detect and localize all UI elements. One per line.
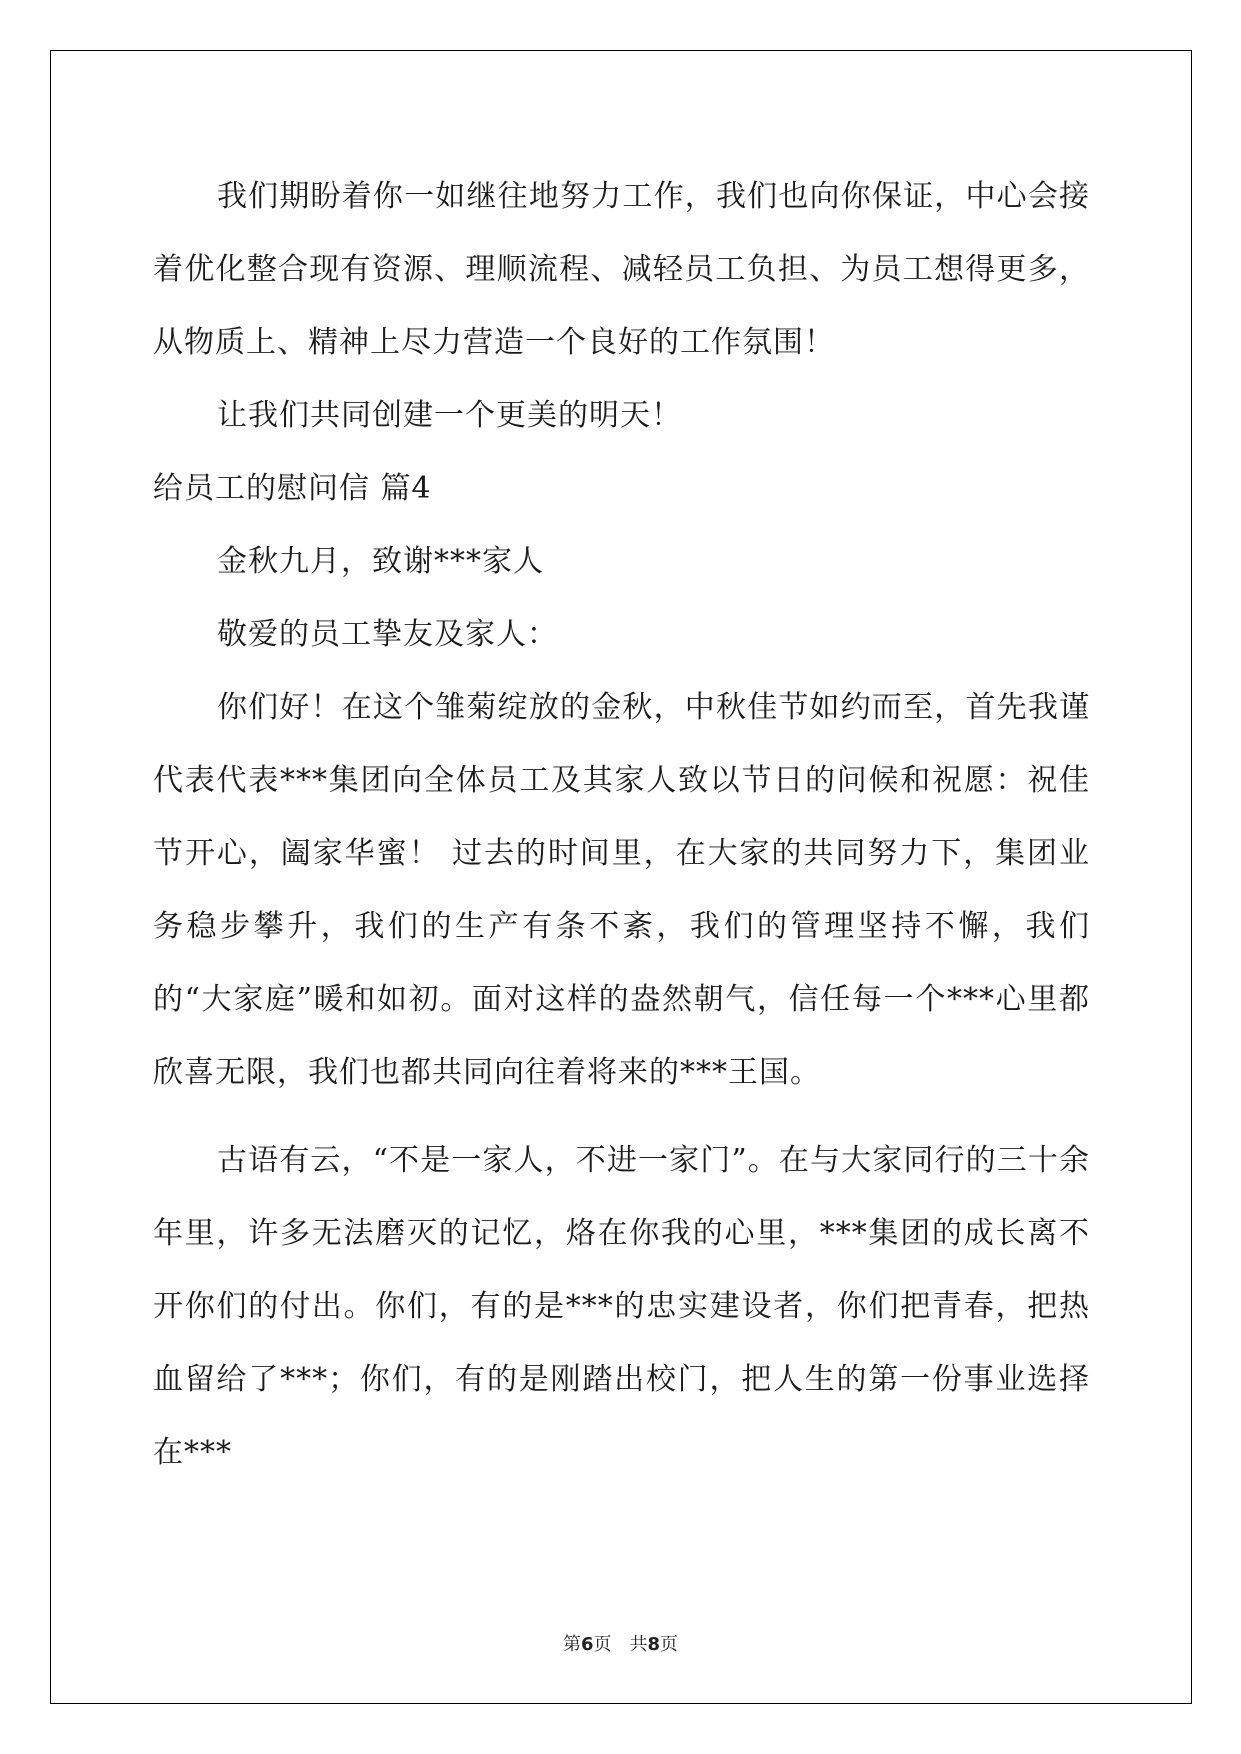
paragraph: 你们好！在这个雏菊绽放的金秋，中秋佳节如约而至，首先我谨代表代表***集团向全体员工及其家人致以节日的问候和祝愿：祝佳节开心，阖家华蜜！ 过去的时间里，在大家的共同努力下，集团业务稳步攀升，我们的生产有条不紊，我们的管理坚持不懈，我们的“大家庭”暖和如初。面对这样的盎然朝气，信任每一个***心里都欣喜无限，我们也都共同向往着将来的***王国。	[153, 690, 1090, 1090]
paragraph: 古语有云，“不是一家人，不进一家门”。在与大家同行的三十余年里，许多无法磨灭的记忆，烙在你我的心里，***集团的成长离不开你们的付出。你们，有的是***的忠实建设者，你们把青春，把热血留给了***；你们，有的是刚踏出校门，把人生的第一份事业选择在***	[153, 1143, 1090, 1470]
paragraph: 敬爱的员工挚友及家人：	[217, 617, 558, 652]
current-page-number: 6	[580, 1634, 594, 1655]
footer-suffix: 页	[660, 1634, 679, 1655]
paragraph: 我们期盼着你一如继往地努力工作，我们也向你保证，中心会接着优化整合现有资源、理顺流程、减轻员工负担、为员工想得更多，从物质上、精神上尽力营造一个良好的工作氛围！	[153, 179, 1090, 360]
document-body	[153, 160, 1090, 1489]
footer-prefix: 第	[562, 1634, 581, 1655]
page-footer	[0, 1630, 1241, 1656]
footer-mid: 页 共	[593, 1634, 648, 1655]
paragraph: 让我们共同创建一个更美的明天！	[217, 398, 682, 433]
paragraph: 金秋九月，致谢***家人	[217, 544, 544, 579]
section-heading: 给员工的慰问信 篇4	[153, 471, 432, 506]
total-page-number: 8	[647, 1634, 661, 1655]
